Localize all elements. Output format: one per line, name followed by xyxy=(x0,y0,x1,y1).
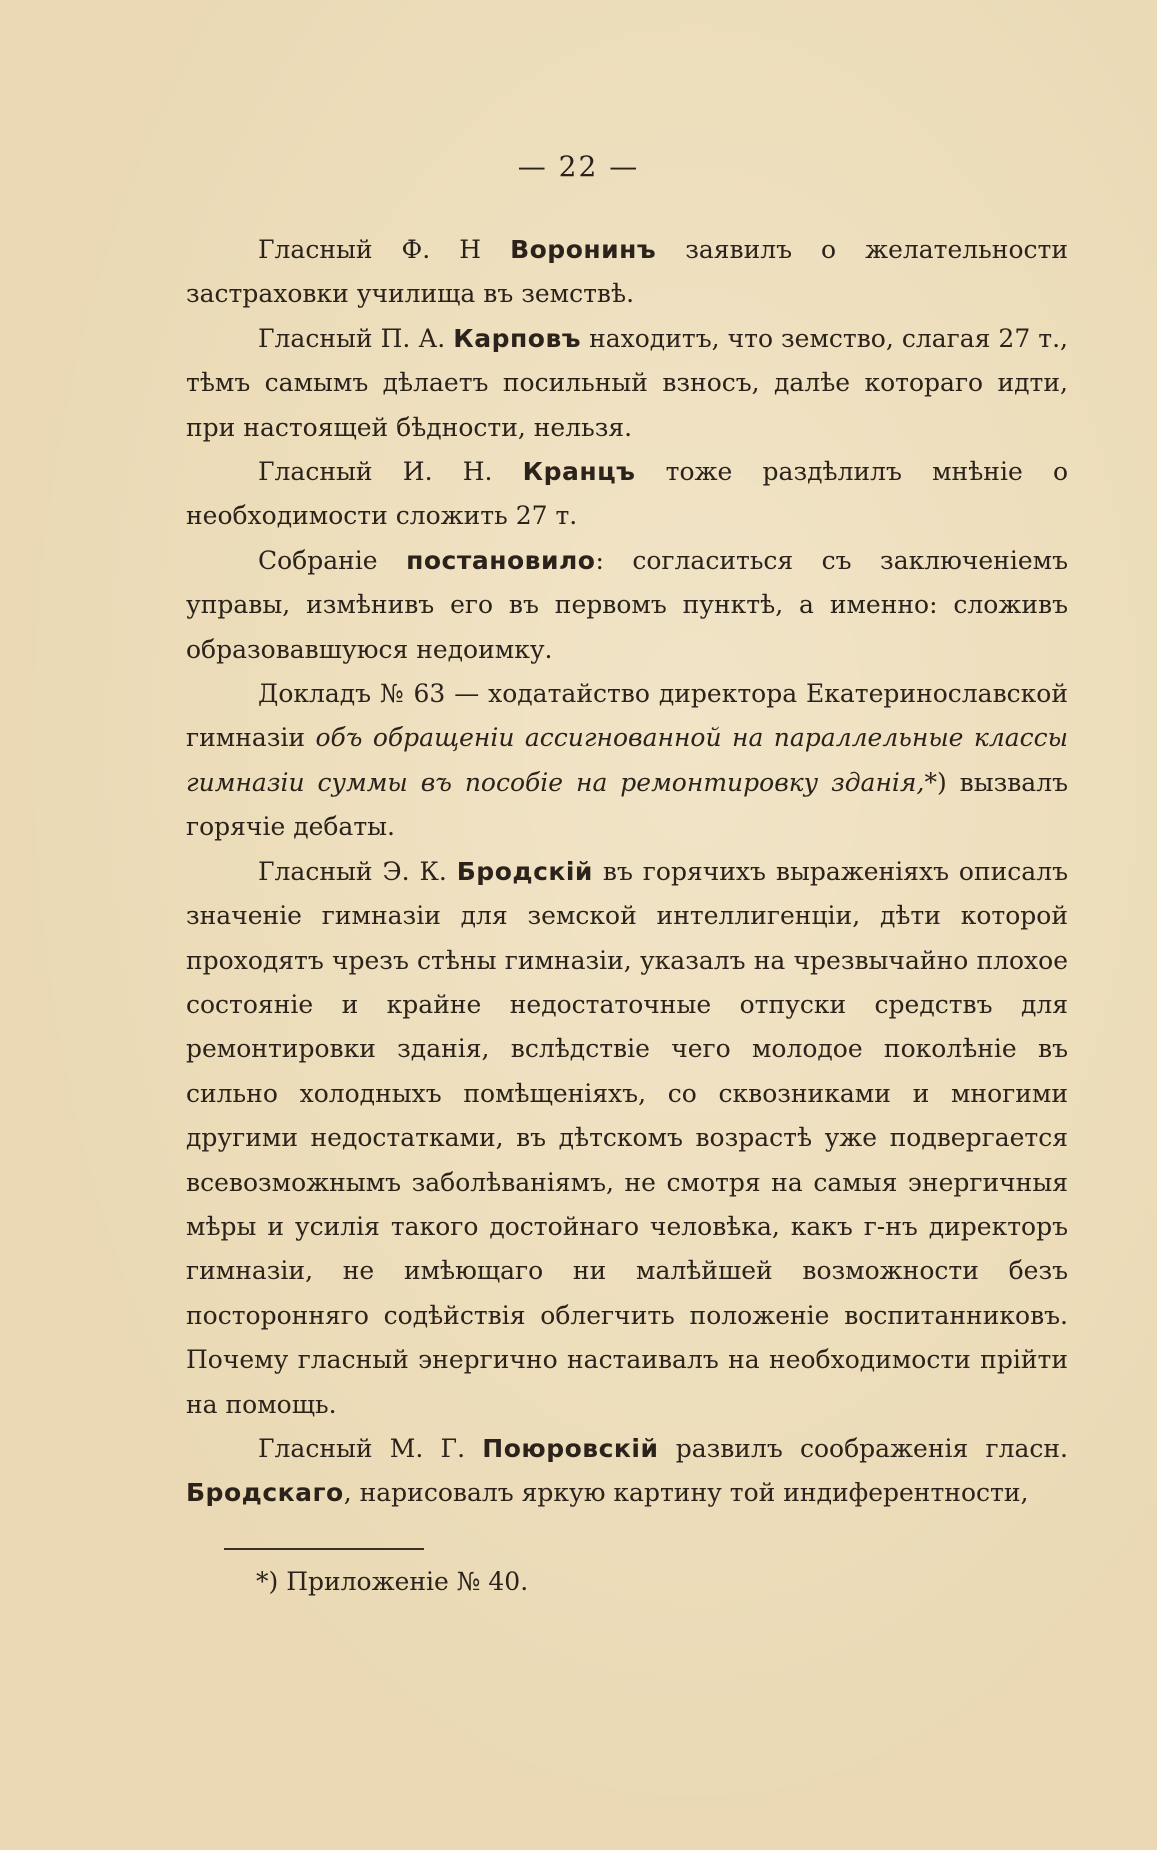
paragraph-voronin xyxy=(186,228,1068,317)
speaker-name: Карповъ xyxy=(453,323,582,353)
body-text xyxy=(186,228,1068,1516)
paragraph-text: находитъ, что земство, слагая 27 т., тѣмъ самымъ дѣлаетъ посильный взносъ, далѣе котораго идти, при настоящей бѣдности, нельзя. xyxy=(186,323,1068,442)
report-lead: Докладъ № 63 — ходатайство директора Екатеринославской гимназіи xyxy=(186,679,1068,753)
paragraph-text: заявилъ о желательности застраховки училища въ земствѣ. xyxy=(186,235,1069,309)
paragraph-lead: Собраніе xyxy=(258,545,407,575)
resolution-keyword: постановило xyxy=(406,545,596,575)
paragraph-resolution xyxy=(186,539,1068,672)
speaker-name: Кранцъ xyxy=(522,457,636,487)
report-subject: объ обращеніи ассигнованной на параллельные классы гимназіи суммы въ пособіе на ремонтировку зданія, xyxy=(186,723,1068,797)
paragraph-text: тоже раздѣлилъ мнѣніе о необходимости сложить 27 т. xyxy=(186,457,1068,531)
footnote-mark: *) xyxy=(924,767,947,797)
speaker-name: Бродскій xyxy=(456,856,593,886)
paragraph-karpov xyxy=(186,317,1068,450)
paragraph-lead: Гласный Э. К. xyxy=(258,856,457,886)
paragraph-lead: Гласный П. А. xyxy=(258,323,454,353)
paragraph-lead: Гласный Ф. Н xyxy=(258,235,511,264)
paragraph-text: въ горячихъ выраженіяхъ описалъ значеніе гимназіи для земской интеллигенціи, дѣти которой проходятъ чрезъ стѣны гимназіи, указалъ на чрезвычайно плохое состояніе и крайне недостаточные отпуски средствъ для ремонтировки зданія, вслѣдствіе чего молодое поколѣніе въ сильно холодныхъ помѣщеніяхъ, со сквозниками и многими другими недостатками, въ дѣтскомъ возрастѣ уже подвергается всевозможнымъ заболѣваніямъ, не смотря на самыя энергичныя мѣры и усилія такого достойнаго человѣка, какъ г-нъ директоръ гимназіи, не имѣющаго ни малѣйшей возможности безъ посторонняго содѣйствія облегчить положеніе воспитанниковъ. Почему гласный энергично настаивалъ на необходимости прійти на помощь. xyxy=(186,856,1068,1419)
footnote: *) Приложеніе № 40. xyxy=(256,1567,529,1596)
paragraph-poyurovsky xyxy=(186,1427,1068,1516)
speaker-name: Воронинъ xyxy=(510,235,657,264)
paragraph-text: : согласиться съ заключеніемъ управы, измѣнивъ его въ первомъ пунктѣ, а именно: сложивъ образовавшуюся недоимку. xyxy=(186,545,1068,664)
paragraph-krants xyxy=(186,450,1068,539)
report-tail: вызвалъ горячіе дебаты. xyxy=(186,767,1068,842)
speaker-name: Поюровскій xyxy=(482,1433,659,1463)
paragraph-lead: Гласный М. Г. xyxy=(258,1433,483,1463)
paragraph-text: развилъ соображенія гласн. xyxy=(658,1433,1068,1463)
referenced-name: Бродскаго xyxy=(186,1478,344,1508)
paragraph-text: , нарисовалъ яркую картину той индиферентности, xyxy=(343,1478,1029,1508)
paragraph-lead: Гласный И. Н. xyxy=(258,457,523,487)
paragraph-report xyxy=(186,672,1068,850)
footnote-divider xyxy=(224,1548,424,1550)
page-number: — 22 — xyxy=(517,150,640,183)
paragraph-brodsky xyxy=(186,850,1068,1427)
